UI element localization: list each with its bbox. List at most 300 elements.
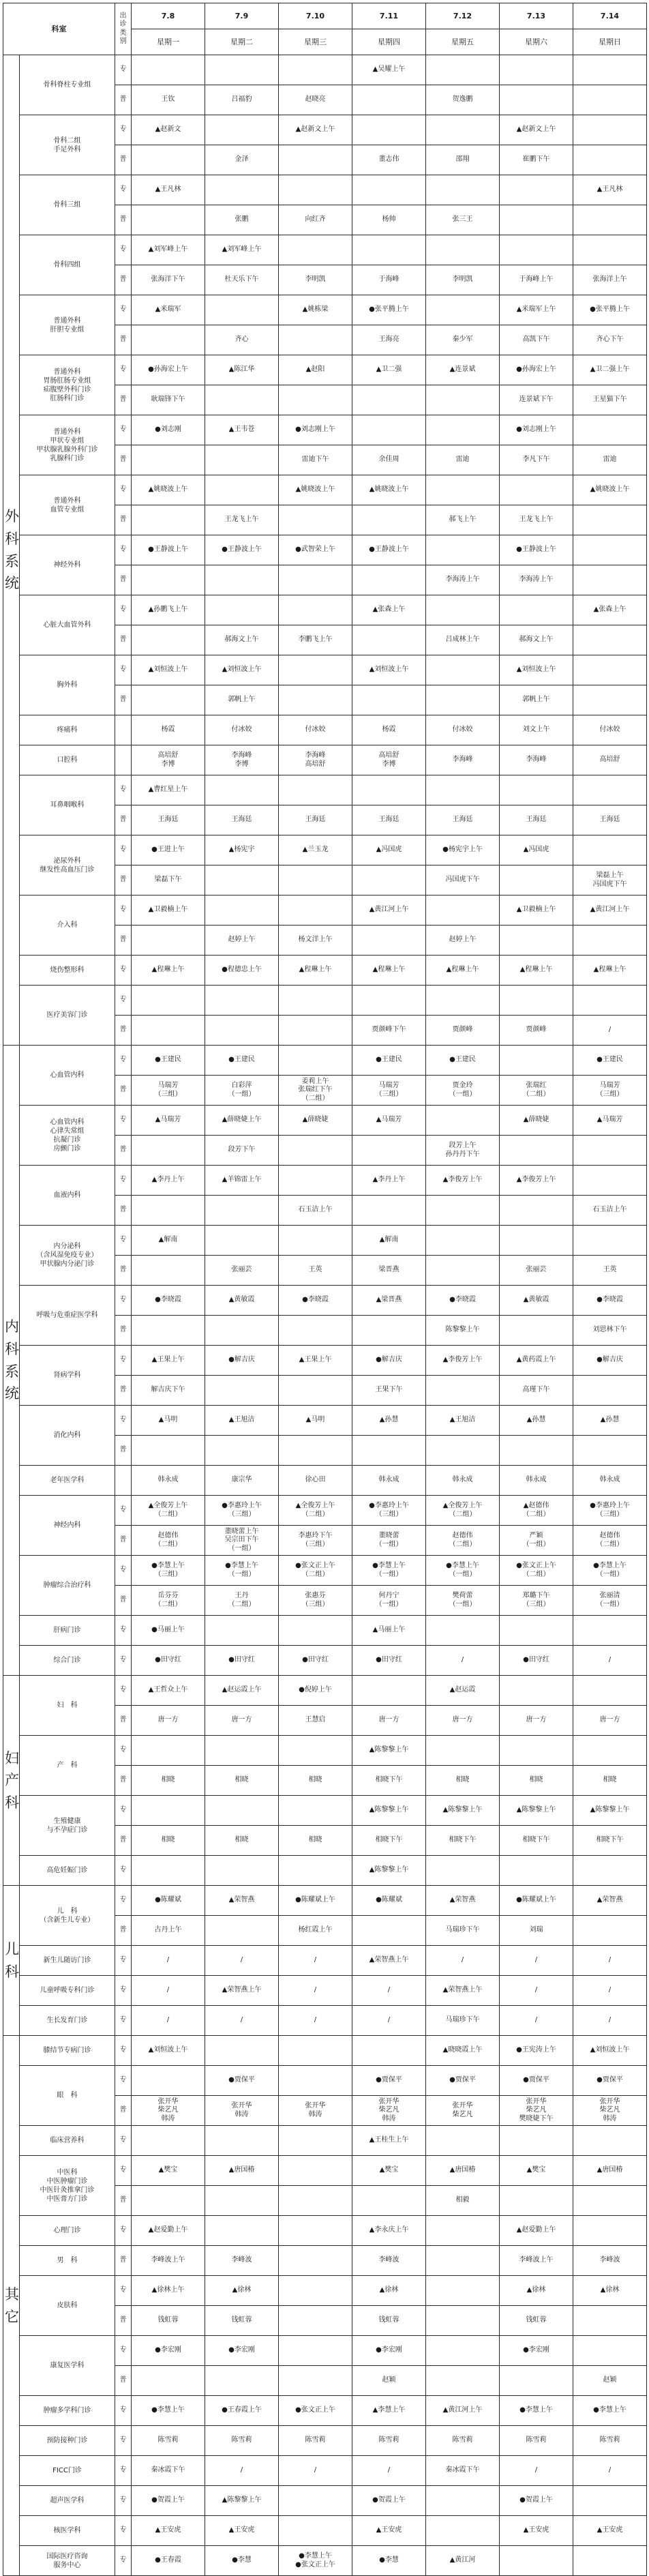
visit-type: 专: [115, 956, 132, 986]
schedule-cell: ▲全俊芳上午 （二组）: [279, 1496, 352, 1526]
schedule-cell: 相晓: [426, 1766, 500, 1796]
schedule-cell: [500, 1196, 573, 1226]
schedule-cell: [279, 685, 352, 715]
schedule-cell: 韩永成: [352, 1466, 426, 1496]
schedule-cell: 严颖 （一组）: [500, 1526, 573, 1556]
schedule-cell: ▲徐林: [205, 2276, 279, 2306]
schedule-cell: ●王静波上午: [205, 535, 279, 565]
dept-name: 预防接种门诊: [20, 2426, 115, 2456]
schedule-cell: ●李慧上午 （一组）: [352, 1556, 426, 1586]
schedule-cell: ▲姚晓波上午: [132, 475, 205, 505]
dept-name: 普通外科 胃肠肛肠专业组 疝腹壁外科门诊 肛肠科门诊: [20, 355, 115, 415]
schedule-cell: [205, 1376, 279, 1406]
schedule-cell: [500, 1436, 573, 1466]
visit-type: 专: [115, 1886, 132, 1916]
schedule-cell: [352, 565, 426, 595]
visit-type: 专: [115, 1646, 132, 1676]
schedule-cell: ●贺霞上午: [352, 2486, 426, 2516]
dept-name: 骨科二组 手足外科: [20, 115, 115, 175]
schedule-cell: [426, 775, 500, 805]
schedule-cell: 张开华 柴艺凡 樊晓婕下午: [500, 2096, 573, 2126]
schedule-cell: 崔鹏下午: [500, 145, 573, 175]
schedule-cell: [500, 2126, 573, 2156]
weekday-header: 星期日: [573, 29, 647, 55]
section-label: 其 它: [3, 2036, 20, 2576]
schedule-cell: [132, 685, 205, 715]
schedule-cell: ▲王安虎: [132, 2516, 205, 2546]
schedule-cell: 相晓: [132, 1826, 205, 1856]
visit-type: 普: [115, 1136, 132, 1166]
visit-type: 专: [115, 1976, 132, 2006]
dept-header: 科室: [3, 3, 115, 55]
schedule-cell: ●贾保平: [352, 2066, 426, 2096]
schedule-cell: [279, 2036, 352, 2066]
schedule-cell: 杜天乐下午: [205, 265, 279, 295]
dept-name: 康复医学科: [20, 2336, 115, 2396]
schedule-cell: ▲王果上午: [132, 1346, 205, 1376]
schedule-cell: [205, 1196, 279, 1226]
schedule-cell: [573, 235, 647, 265]
schedule-cell: ▲王哲众上午: [132, 1676, 205, 1706]
visit-type: 专: [115, 1406, 132, 1436]
schedule-cell: [500, 1856, 573, 1886]
schedule-cell: [426, 535, 500, 565]
schedule-cell: ●王静波上午: [132, 535, 205, 565]
schedule-cell: ▲程琳上午: [352, 956, 426, 986]
schedule-row: [3, 115, 647, 145]
schedule-cell: [426, 1376, 500, 1406]
visit-type: 普: [115, 85, 132, 115]
schedule-cell: [132, 1256, 205, 1286]
schedule-cell: ●王建民: [352, 1046, 426, 1076]
dept-name: 介入科: [20, 895, 115, 956]
schedule-cell: 张开华 韩涛: [205, 2096, 279, 2126]
schedule-row: [3, 1046, 647, 1076]
schedule-cell: [205, 1436, 279, 1466]
schedule-cell: 王龙飞上午: [500, 505, 573, 535]
schedule-cell: 贾金玲 （一组）: [426, 1076, 500, 1106]
dept-name: 国际医疗咨询 服务中心: [20, 2546, 115, 2576]
schedule-cell: ▲李丹上午: [132, 1166, 205, 1196]
visit-type: 专: [115, 1106, 132, 1136]
schedule-cell: 雷迪: [426, 445, 500, 475]
header-row: [3, 3, 647, 29]
schedule-row: [3, 1466, 647, 1496]
schedule-cell: [573, 1916, 647, 1946]
schedule-cell: 王海廷: [279, 805, 352, 835]
schedule-cell: 董志伟: [352, 145, 426, 175]
schedule-row: [3, 415, 647, 445]
schedule-cell: ●田守红: [279, 1646, 352, 1676]
schedule-cell: ▲唐国椿: [426, 2156, 500, 2186]
schedule-cell: [205, 1736, 279, 1766]
schedule-cell: [279, 1616, 352, 1646]
schedule-cell: ▲孙慧: [352, 1406, 426, 1436]
schedule-cell: /: [573, 2456, 647, 2486]
schedule-cell: ▲荣智燕: [573, 1886, 647, 1916]
schedule-cell: [205, 115, 279, 145]
schedule-cell: 王海廷: [500, 805, 573, 835]
schedule-cell: [573, 1166, 647, 1196]
schedule-cell: [279, 2126, 352, 2156]
schedule-cell: ▲黄药霞上午: [500, 1346, 573, 1376]
schedule-cell: [205, 2216, 279, 2246]
date-header: 7.11: [352, 3, 426, 29]
schedule-cell: ▲陈江华: [205, 355, 279, 385]
schedule-cell: ▲马明: [279, 1406, 352, 1436]
schedule-cell: ▲姚栋梁: [279, 295, 352, 325]
visit-type: [115, 745, 132, 775]
schedule-cell: [500, 475, 573, 505]
schedule-cell: /: [500, 2456, 573, 2486]
visit-type: 普: [115, 1076, 132, 1106]
schedule-cell: ▲赵德伟 （二组）: [500, 1496, 573, 1526]
schedule-cell: ▲解南: [352, 1226, 426, 1256]
visit-type: 普: [115, 445, 132, 475]
schedule-cell: 李惠玲下午 （三组）: [279, 1526, 352, 1556]
schedule-cell: [573, 986, 647, 1016]
dept-name: 消化内科: [20, 1406, 115, 1466]
schedule-cell: [279, 175, 352, 205]
schedule-cell: ▲赵新文上午: [500, 115, 573, 145]
date-header: 7.9: [205, 3, 279, 29]
schedule-cell: 赵晓亮: [279, 85, 352, 115]
schedule-cell: 石玉洁上午: [573, 1196, 647, 1226]
schedule-cell: [132, 1016, 205, 1046]
dept-name: 普通外科 甲状专业组 甲状腺乳腺外科门诊 乳腺科门诊: [20, 415, 115, 475]
visit-type: 专: [115, 2486, 132, 2516]
schedule-cell: [132, 1736, 205, 1766]
schedule-cell: [205, 445, 279, 475]
schedule-cell: ▲连景斌: [426, 355, 500, 385]
schedule-cell: 郝海文上午: [500, 625, 573, 655]
schedule-cell: [500, 1316, 573, 1346]
visit-type: 普: [115, 2246, 132, 2276]
dept-name: FICC门诊: [20, 2456, 115, 2486]
schedule-cell: [279, 2246, 352, 2276]
schedule-cell: [426, 1616, 500, 1646]
schedule-cell: [205, 595, 279, 625]
schedule-row: [3, 1346, 647, 1376]
schedule-cell: 李明凯: [279, 265, 352, 295]
schedule-cell: 齐心下午: [573, 325, 647, 355]
visit-type: 专: [115, 986, 132, 1016]
schedule-cell: [205, 1226, 279, 1256]
schedule-cell: [573, 685, 647, 715]
schedule-cell: 陈雪莉: [500, 2426, 573, 2456]
schedule-cell: 唐一方: [352, 1706, 426, 1736]
schedule-cell: [573, 655, 647, 685]
schedule-cell: ▲吴耀上午: [352, 55, 426, 85]
schedule-row: [3, 2546, 647, 2576]
dept-name: 烧伤整形科: [20, 956, 115, 986]
schedule-row: [3, 1796, 647, 1826]
schedule-row: [3, 175, 647, 205]
schedule-cell: ▲张森上午: [573, 595, 647, 625]
schedule-cell: [205, 385, 279, 415]
schedule-cell: [352, 1676, 426, 1706]
schedule-cell: 张瑞红 （二组）: [500, 1076, 573, 1106]
visit-type: 普: [115, 145, 132, 175]
schedule-cell: ▲王安虎: [205, 2516, 279, 2546]
visit-type: 专: [115, 2516, 132, 2546]
schedule-cell: [426, 115, 500, 145]
schedule-cell: ▲薛晓婕: [500, 1106, 573, 1136]
schedule-cell: ●李宏刚: [352, 2336, 426, 2366]
schedule-cell: [352, 625, 426, 655]
section-label: 外 科 系 统: [3, 55, 20, 1046]
visit-type: 专: [115, 895, 132, 926]
schedule-cell: [426, 2126, 500, 2156]
schedule-cell: ▲全俊芳上午 （二组）: [132, 1496, 205, 1526]
schedule-cell: ▲李慧上午: [352, 2396, 426, 2426]
schedule-cell: ▲曹红星上午: [132, 775, 205, 805]
dept-name: 血液内科: [20, 1166, 115, 1226]
schedule-cell: /: [279, 1976, 352, 2006]
visit-type: 普: [115, 1586, 132, 1616]
schedule-cell: [279, 2486, 352, 2516]
schedule-cell: ●贾保平: [500, 2066, 573, 2096]
schedule-cell: [426, 235, 500, 265]
schedule-row: [3, 2156, 647, 2186]
schedule-cell: 王英: [279, 1256, 352, 1286]
schedule-cell: [573, 625, 647, 655]
schedule-cell: [352, 865, 426, 895]
schedule-cell: ▲荣智燕: [205, 1886, 279, 1916]
schedule-cell: 刘文上午: [500, 715, 573, 745]
schedule-cell: [279, 986, 352, 1016]
visit-type: 专: [115, 835, 132, 865]
schedule-cell: ▲冯国虎: [352, 835, 426, 865]
schedule-cell: 王英: [573, 1256, 647, 1286]
schedule-row: [3, 2486, 647, 2516]
schedule-cell: 雷迪: [573, 445, 647, 475]
schedule-cell: ▲程琳上午: [132, 956, 205, 986]
visit-type: 专: [115, 55, 132, 85]
schedule-cell: [205, 1856, 279, 1886]
schedule-cell: ●刘志刚: [132, 415, 205, 445]
schedule-cell: ●杨宪宇上午: [426, 835, 500, 865]
schedule-cell: 陈雪莉: [352, 2426, 426, 2456]
schedule-cell: 张开华 柴艺凡 韩涛: [573, 2096, 647, 2126]
schedule-cell: [279, 2216, 352, 2246]
schedule-cell: [426, 986, 500, 1016]
schedule-cell: 王海廷: [132, 805, 205, 835]
schedule-cell: [132, 505, 205, 535]
schedule-cell: [426, 655, 500, 685]
schedule-cell: ▲王凡林: [132, 175, 205, 205]
schedule-cell: 马瑞珍下午: [426, 1916, 500, 1946]
visit-type: 普: [115, 926, 132, 956]
dept-name: 普通外科 肝胆专业组: [20, 295, 115, 355]
dept-name: 核医学科: [20, 2516, 115, 2546]
schedule-row: [3, 1106, 647, 1136]
schedule-cell: [352, 926, 426, 956]
schedule-cell: ●刘志刚上午: [279, 415, 352, 445]
schedule-row: [3, 2066, 647, 2096]
schedule-cell: [279, 1316, 352, 1346]
visit-type: 普: [115, 865, 132, 895]
dept-name: 神经内科: [20, 1496, 115, 1556]
dept-name: 普通外科 血管专业组: [20, 475, 115, 535]
schedule-cell: [426, 295, 500, 325]
schedule-cell: [279, 1136, 352, 1166]
schedule-cell: 陈雪莉: [279, 2426, 352, 2456]
schedule-cell: [132, 565, 205, 595]
visit-type: 专: [115, 2156, 132, 2186]
schedule-cell: 王丹 （二组）: [205, 1586, 279, 1616]
schedule-cell: [279, 865, 352, 895]
visit-type: 专: [115, 475, 132, 505]
schedule-cell: ●陈耀斌: [132, 1886, 205, 1916]
schedule-cell: [132, 926, 205, 956]
schedule-cell: [279, 385, 352, 415]
schedule-cell: [500, 1736, 573, 1766]
visit-type: 专: [115, 235, 132, 265]
schedule-cell: 李海峰 高培舒: [279, 745, 352, 775]
schedule-cell: /: [279, 2006, 352, 2036]
schedule-cell: [426, 2306, 500, 2336]
date-header: 7.13: [500, 3, 573, 29]
schedule-cell: ●李慧上午 （一组）: [426, 1556, 500, 1586]
schedule-cell: [132, 205, 205, 235]
schedule-cell: [205, 565, 279, 595]
schedule-cell: ▲樊宝: [132, 2156, 205, 2186]
schedule-cell: ▲荣智燕上午: [205, 1976, 279, 2006]
schedule-cell: [573, 775, 647, 805]
schedule-cell: 相晓下午: [573, 1826, 647, 1856]
schedule-cell: [573, 2186, 647, 2216]
schedule-cell: 相晓: [205, 1826, 279, 1856]
schedule-cell: ▲王旭洁: [205, 1406, 279, 1436]
schedule-cell: ●解吉庆: [573, 1346, 647, 1376]
schedule-cell: [352, 2036, 426, 2066]
schedule-cell: 马瑞芳 （三组）: [132, 1076, 205, 1106]
schedule-cell: 相晓: [279, 1826, 352, 1856]
schedule-cell: ●贺霞上午: [132, 2486, 205, 2516]
schedule-cell: [573, 835, 647, 865]
schedule-cell: 相晓下午: [352, 1766, 426, 1796]
schedule-cell: 陈黎黎上午: [426, 1316, 500, 1346]
schedule-cell: ●孙海宏上午: [132, 355, 205, 385]
schedule-cell: ▲薛晓婕上午: [205, 1106, 279, 1136]
schedule-cell: [426, 415, 500, 445]
schedule-cell: [573, 2306, 647, 2336]
schedule-cell: 李海峰: [426, 745, 500, 775]
schedule-cell: 余佳周: [352, 445, 426, 475]
schedule-cell: 张鹏: [205, 205, 279, 235]
schedule-cell: ●李慧上午: [573, 2396, 647, 2426]
type-header: 出诊 类别: [115, 3, 132, 55]
schedule-cell: ▲陈黎黎上午: [352, 1796, 426, 1826]
schedule-cell: ●张文正上午 （二组）: [500, 1556, 573, 1586]
visit-type: 专: [115, 1166, 132, 1196]
schedule-cell: [500, 595, 573, 625]
schedule-cell: [573, 926, 647, 956]
schedule-cell: [573, 1856, 647, 1886]
schedule-cell: 赵颖: [352, 2366, 426, 2396]
visit-type: 普: [115, 1826, 132, 1856]
schedule-cell: [573, 1616, 647, 1646]
schedule-cell: ●倪婷上午: [279, 1676, 352, 1706]
schedule-cell: ●李慧上午: [500, 2396, 573, 2426]
visit-type: 专: [115, 655, 132, 685]
schedule-cell: 吕福豹: [205, 85, 279, 115]
dept-name: 泌尿外科 继发性高血压门诊: [20, 835, 115, 895]
schedule-cell: [426, 1196, 500, 1226]
schedule-cell: ●李慧上午 ●张文正上午: [279, 2546, 352, 2576]
schedule-cell: 董晓蕾上午 吴宗田下午 （一组）: [205, 1526, 279, 1556]
schedule-cell: 李峰波: [205, 2246, 279, 2276]
date-header: 7.14: [573, 3, 647, 29]
schedule-cell: [573, 535, 647, 565]
schedule-cell: [205, 1316, 279, 1346]
schedule-cell: [500, 1136, 573, 1166]
schedule-cell: 张三王: [426, 205, 500, 235]
dept-name: 肿瘤多学科门诊: [20, 2396, 115, 2426]
schedule-cell: [205, 986, 279, 1016]
schedule-cell: 王龙飞上午: [205, 505, 279, 535]
schedule-cell: 向红齐: [279, 205, 352, 235]
weekday-header: 星期五: [426, 29, 500, 55]
schedule-cell: ▲程琳上午: [500, 956, 573, 986]
schedule-cell: ▲黄敏霞: [205, 1286, 279, 1316]
schedule-row: [3, 295, 647, 325]
schedule-cell: ●陈耀斌上午: [500, 1886, 573, 1916]
schedule-cell: [352, 986, 426, 1016]
schedule-cell: 相晓: [500, 1766, 573, 1796]
schedule-cell: [500, 175, 573, 205]
schedule-cell: 钱虹蓉: [500, 2306, 573, 2336]
schedule-cell: [426, 1736, 500, 1766]
visit-type: [115, 715, 132, 745]
schedule-cell: [573, 1736, 647, 1766]
section-label: 儿 科: [3, 1886, 20, 2036]
schedule-cell: [279, 325, 352, 355]
schedule-cell: /: [205, 2456, 279, 2486]
dept-name: 超声医学科: [20, 2486, 115, 2516]
schedule-cell: 钱虹蓉: [205, 2306, 279, 2336]
schedule-row: [3, 2516, 647, 2546]
schedule-cell: ▲李俊芳上午: [426, 1346, 500, 1376]
schedule-cell: 唐一方: [132, 1706, 205, 1736]
dept-name: 高危妊娠门诊: [20, 1856, 115, 1886]
schedule-cell: [279, 595, 352, 625]
schedule-cell: [573, 85, 647, 115]
schedule-cell: 王海亮: [352, 325, 426, 355]
schedule-cell: ▲陈黎黎上午: [426, 1796, 500, 1826]
schedule-row: [3, 2276, 647, 2306]
schedule-cell: ▲姚晓波上午: [573, 475, 647, 505]
schedule-cell: 李海峰 李博: [205, 745, 279, 775]
visit-type: 专: [115, 2126, 132, 2156]
schedule-cell: [279, 895, 352, 926]
schedule-cell: 王钦: [132, 85, 205, 115]
schedule-cell: 付冰姣: [279, 715, 352, 745]
schedule-cell: [279, 2066, 352, 2096]
visit-type: 普: [115, 205, 132, 235]
dept-name: 胸外科: [20, 655, 115, 715]
schedule-cell: ▲刘恒波上午: [573, 2036, 647, 2066]
schedule-cell: ▲荣智燕: [426, 1886, 500, 1916]
schedule-cell: [205, 295, 279, 325]
schedule-cell: ▲樊宝: [500, 2156, 573, 2186]
schedule-cell: ▲羊锦雷上午: [205, 1166, 279, 1196]
schedule-cell: ●解吉庆: [205, 1346, 279, 1376]
dept-name: 神经外科: [20, 535, 115, 595]
schedule-cell: ▲徐林: [352, 2276, 426, 2306]
schedule-cell: ●李慧上午 （一组）: [573, 1556, 647, 1586]
